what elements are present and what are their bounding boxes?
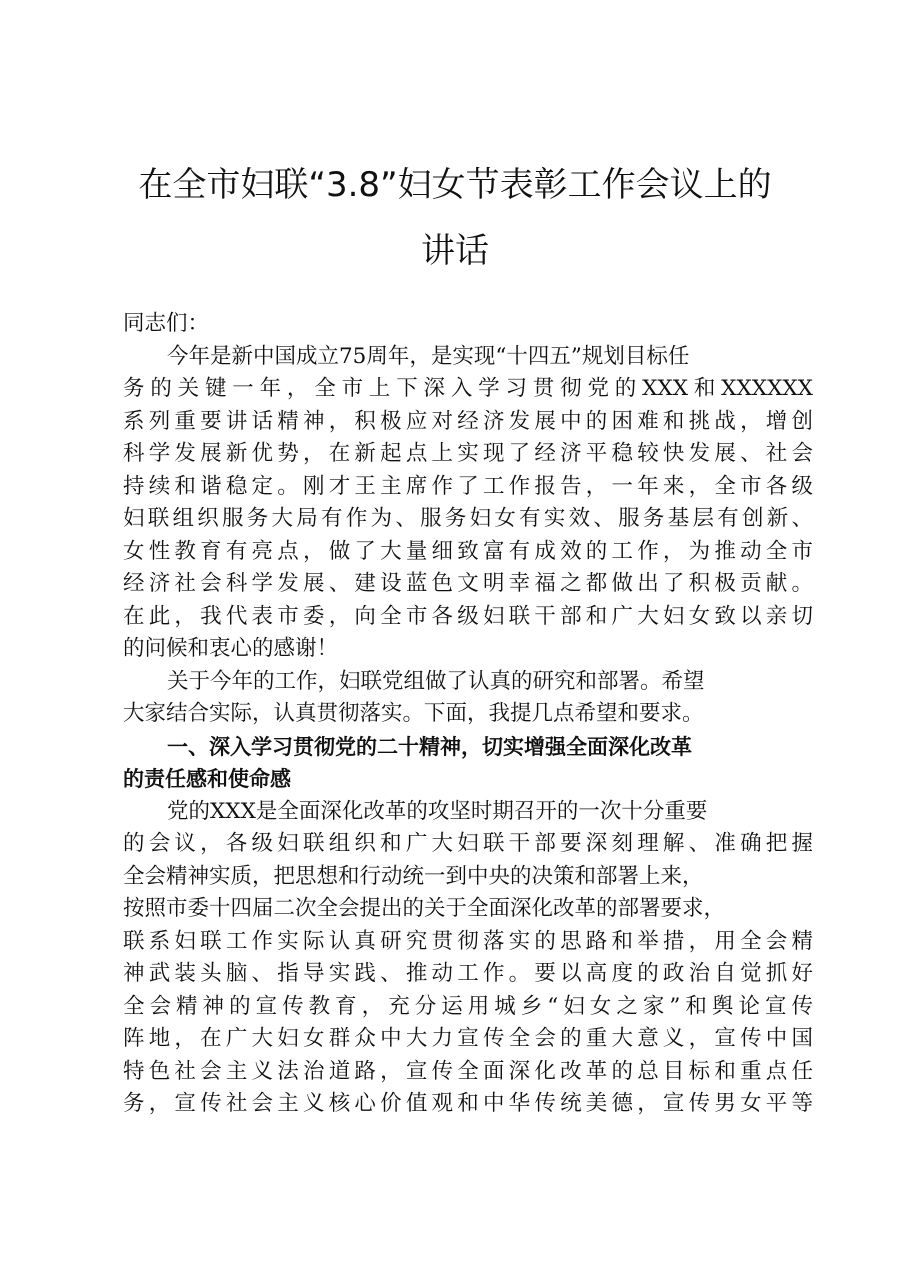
paragraph-3-line: 特色社会主义法治道路，宣传全面深化改革的总目标和重点任 [123,1058,813,1084]
paragraph-3-line: 联系妇联工作实际认真研究贯彻落实的思路和举措，用全会精 [123,928,813,954]
paragraph-3-line: 按照市委十四届二次全会提出的关于全面深化改革的部署要求， [123,896,726,921]
paragraph-1-line: 在此，我代表市委，向全市各级妇联干部和广大妇女致以亲切 [123,603,813,629]
paragraph-1-line: 持续和谐稳定。刚才王主席作了工作报告，一年来，全市各级 [123,473,813,499]
paragraph-3-line: 神武装头脑、指导实践、推动工作。要以高度的政治自觉抓好 [123,961,813,986]
paragraph-3-line: 阵地，在广大妇女群众中大力宣传全会的重大意义，宣传中国 [123,1026,813,1051]
document-body [123,308,813,1121]
section-heading-1-line: 一、深入学习贯彻党的二十精神，切实增强全面深化改革 [167,734,692,759]
paragraph-1-line: 系列重要讲话精神，积极应对经济发展中的困难和挑战，增创 [123,408,813,434]
paragraph-3-line: 务，宣传社会主义核心价值观和中华传统美德，宣传男女平等 [123,1091,813,1116]
paragraph-1-line: 女性教育有亮点，做了大量细致富有成效的工作，为推动全市 [123,538,813,564]
paragraph-3-line: 党的XXX是全面深化改革的攻坚时期召开的一次十分重要 [167,798,708,824]
paragraph-1-line: 科学发展新优势，在新起点上实现了经济平稳较快发展、社会 [123,441,813,466]
paragraph-3-line: 的会议，各级妇联组织和广大妇联干部要深刻理解、准确把握 [123,831,813,856]
paragraph-3-line: 全会精神的宣传教育，充分运用城乡“妇女之家”和舆论宣传 [123,993,813,1019]
paragraph-2-line: 关于今年的工作，妇联党组做了认真的研究和部署。希望 [167,668,705,694]
paragraph-1-line: 的问候和衷心的感谢！ [123,636,339,661]
paragraph-1-line: 妇联组织服务大局有作为、服务妇女有实效、服务基层有创新、 [123,506,813,531]
paragraph-1-line: 今年是新中国成立75周年，是实现“十四五”规划目标任 [167,343,690,369]
document-title-line-1: 在全市妇联“3.8”妇女节表彰工作会议上的 [138,165,772,205]
paragraph-2-line: 大家结合实际，认真贯彻落实。下面，我提几点希望和要求。 [123,701,704,726]
paragraph-1-line: 经济社会科学发展、建设蓝色文明幸福之都做出了积极贡献。 [123,571,813,596]
document-title-line-2: 讲话 [421,231,489,271]
paragraph-3-line: 全会精神实质，把思想和行动统一到中央的决策和部署上来， [123,863,704,889]
salutation: 同志们： [123,311,210,336]
section-heading-1-line: 的责任感和使命感 [123,767,291,791]
paragraph-1-line: 务的关键一年，全市上下深入学习贯彻党的XXX和XXXXXX [123,376,813,401]
